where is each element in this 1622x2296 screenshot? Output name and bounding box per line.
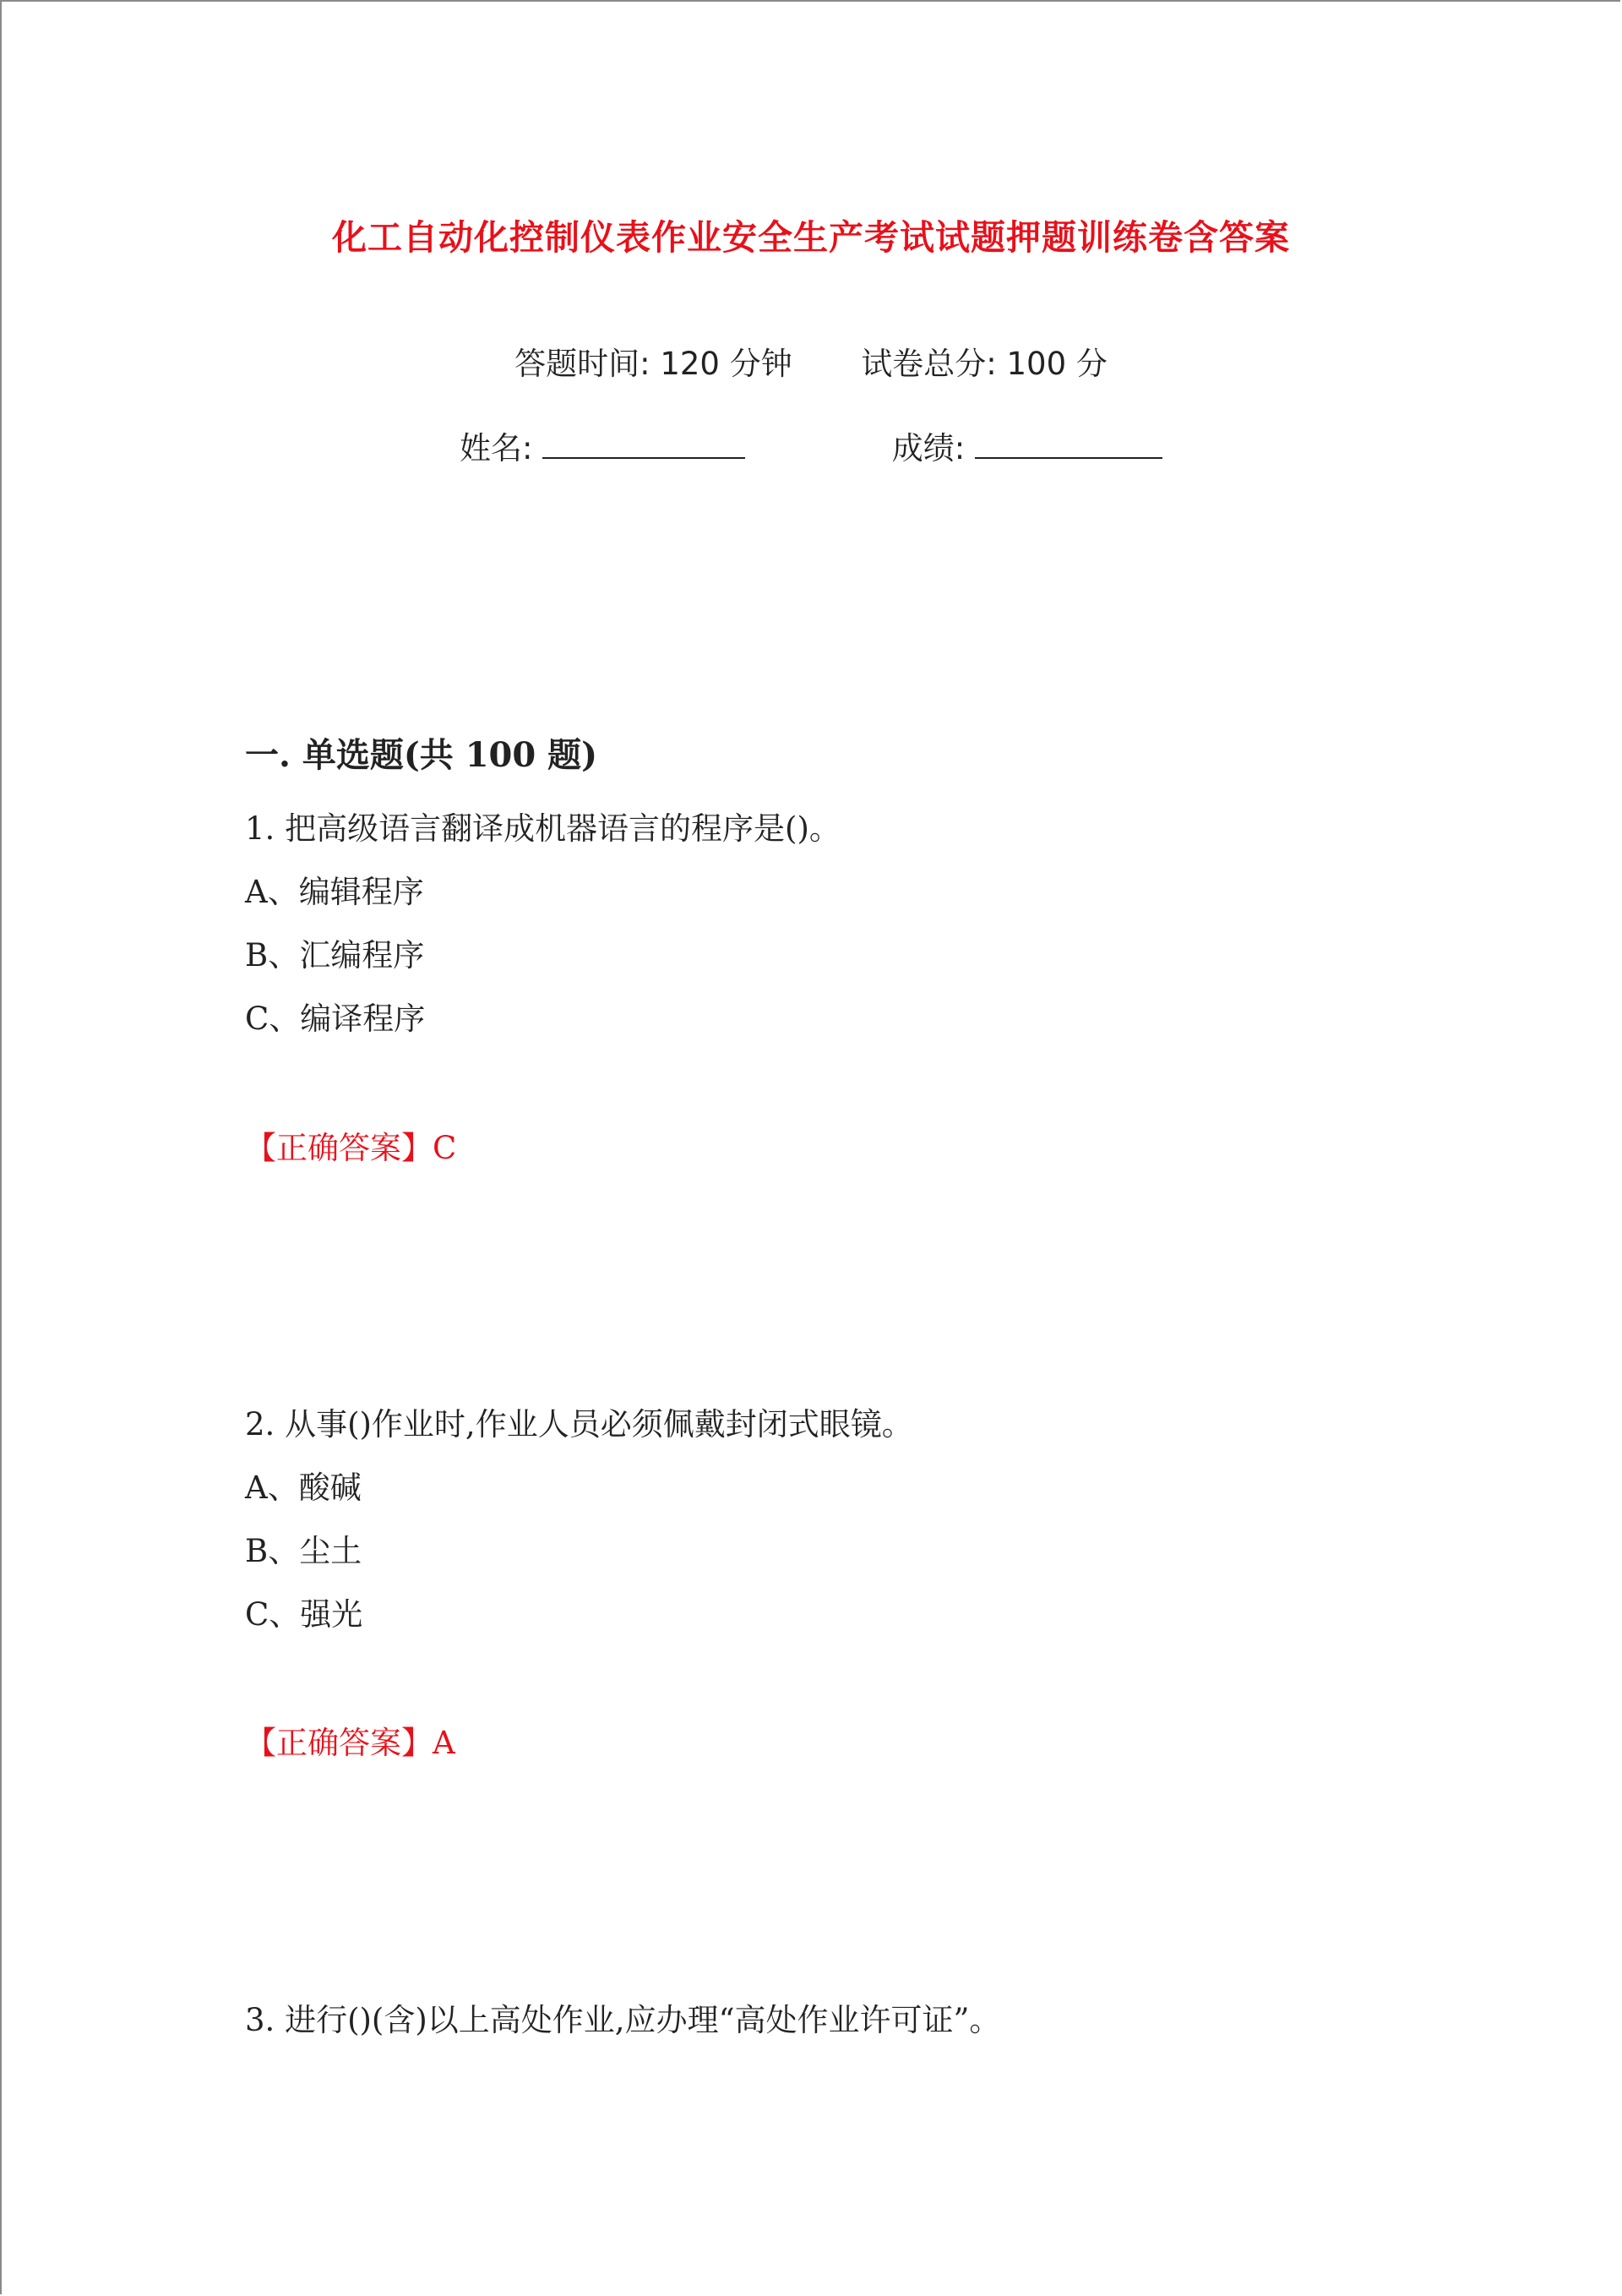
grade-label: 成绩: [891,430,966,466]
question-option: C、强光 [245,1596,363,1633]
question-option: B、尘土 [245,1533,362,1569]
correct-answer: 【正确答案】A [245,1725,455,1761]
question-stem: 3. 进行()(含)以上高处作业,应办理“高处作业许可证”。 [245,2002,1001,2038]
correct-answer: 【正确答案】C [245,1130,457,1166]
question-option: C、编译程序 [245,1001,426,1037]
score-value: 100 分 [1006,346,1108,382]
grade-blank [975,430,1162,459]
time-label: 答题时间: [514,346,650,382]
question-stem: 1. 把高级语言翻译成机器语言的程序是()。 [245,810,841,847]
question-option: A、酸碱 [245,1470,362,1506]
document-title: 化工自动化控制仪表作业安全生产考试试题押题训练卷含答案 [332,217,1290,258]
student-info-line [0,423,1622,468]
question-option: B、汇编程序 [245,937,425,973]
exam-info-line [0,338,1622,384]
name-blank [542,430,745,459]
question-stem: 2. 从事()作业时,作业人员必须佩戴封闭式眼镜。 [245,1406,913,1442]
question-option: A、编辑程序 [245,874,424,910]
section-heading: 一. 单选题(共 100 题) [245,735,598,775]
time-value: 120 分钟 [660,346,792,382]
score-label: 试卷总分: [861,346,997,382]
name-label: 姓名: [460,430,533,466]
